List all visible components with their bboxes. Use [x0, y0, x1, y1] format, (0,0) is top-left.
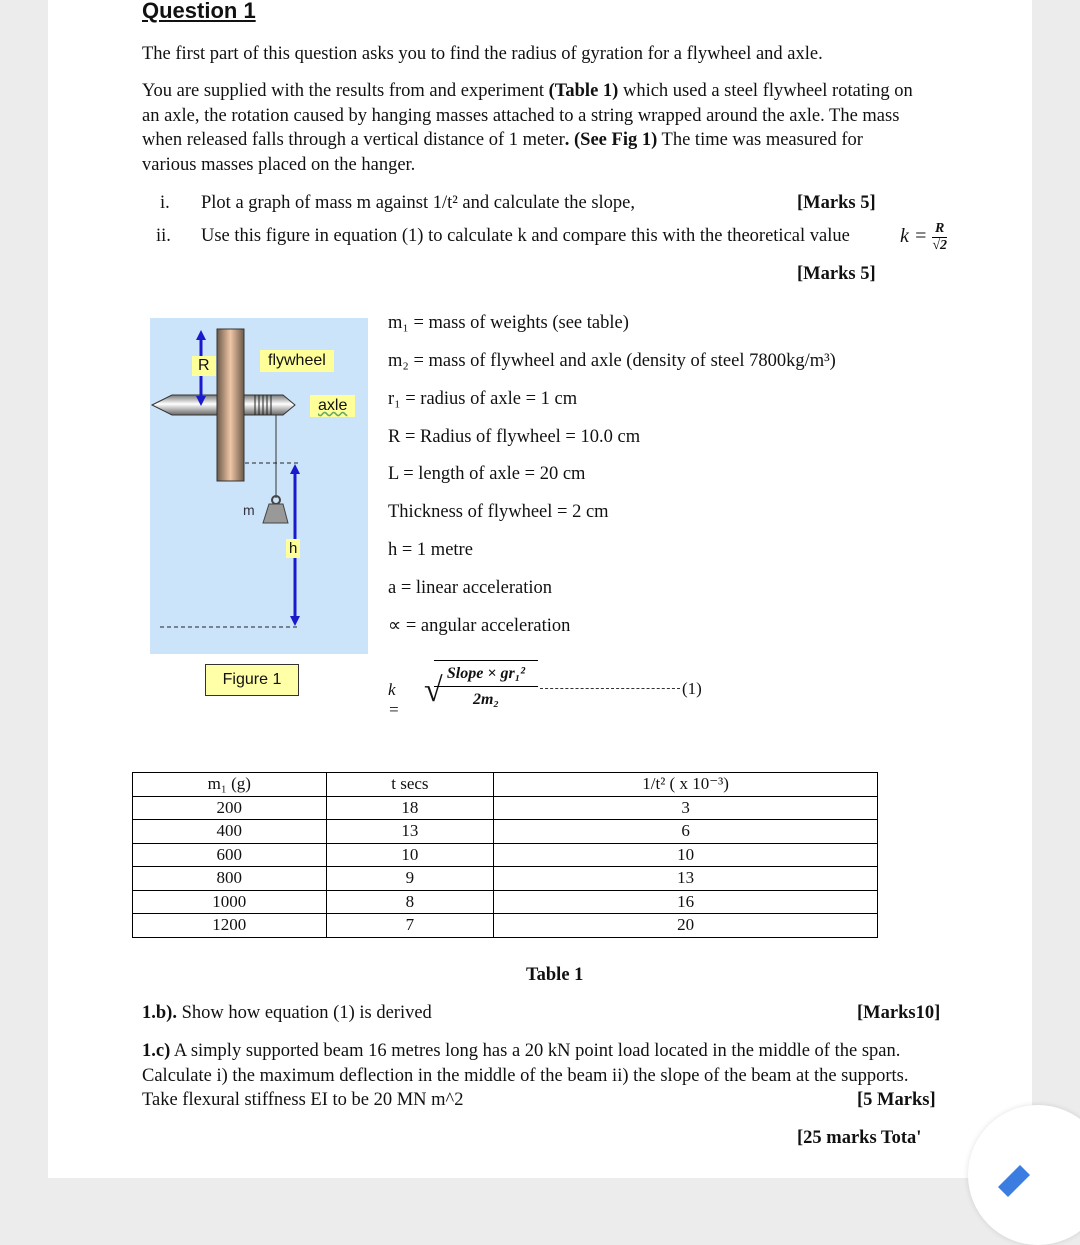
para-line: when released falls through a vertical distance of 1 meter. (See Fig 1) The time was measured for	[142, 130, 863, 150]
definition: R = Radius of flywheel = 10.0 cm	[388, 427, 641, 447]
task-marks: [Marks 5]	[797, 264, 876, 284]
para-line: an axle, the rotation caused by hanging masses attached to a string wrapped around the axle. The mass	[142, 106, 900, 126]
column-header: 1/t² ( x 10⁻³)	[494, 773, 878, 797]
definition: h = 1 metre	[388, 540, 473, 560]
table-header-row	[133, 773, 878, 797]
hanging-mass	[263, 504, 288, 523]
label-m: m	[243, 502, 255, 518]
task-text: Use this figure in equation (1) to calculate k and compare this with the theoretical value	[201, 226, 850, 246]
task-number: i.	[160, 193, 170, 213]
table-row: 400 13 6	[133, 820, 878, 844]
flywheel-disc	[217, 329, 244, 481]
question-title: Question 1	[142, 0, 256, 23]
column-header: t secs	[326, 773, 494, 797]
definition: m₂ = mass of flywheel and axle (density of steel 7800kg/m³)	[388, 351, 836, 371]
label-R: R	[192, 356, 216, 376]
intro-text: The first part of this question asks you to find the radius of gyration for a flywheel and axle.	[142, 44, 823, 64]
definition: L = length of axle = 20 cm	[388, 464, 586, 484]
definition: ∝ = angular acceleration	[388, 616, 571, 636]
theoretical-k-formula: k = $\frac{R}{√2}$	[900, 220, 948, 253]
definition: a = linear acceleration	[388, 578, 552, 598]
label-axle: axle	[310, 395, 355, 417]
total-marks: [25 marks Tota'	[797, 1128, 922, 1148]
q1c-marks: [5 Marks]	[857, 1090, 936, 1110]
definition: Thickness of flywheel = 2 cm	[388, 502, 609, 522]
table-row: 1000 8 16	[133, 890, 878, 914]
table-row: 200 18 3	[133, 796, 878, 820]
results-table	[132, 772, 878, 938]
para-line: You are supplied with the results from and experiment (Table 1) which used a steel flywheel rotating on	[142, 81, 913, 101]
definition: m₁ = mass of weights (see table)	[388, 313, 629, 333]
table-row: 600 10 10	[133, 843, 878, 867]
definition: r₁ = radius of axle = 1 cm	[388, 389, 578, 409]
figure-caption: Figure 1	[205, 664, 299, 696]
label-h: h	[286, 539, 300, 558]
flywheel-figure	[150, 318, 368, 654]
task-text: Plot a graph of mass m against 1/t² and calculate the slope,	[201, 193, 636, 213]
question-1c-line: Calculate i) the maximum deflection in the middle of the beam ii) the slope of the beam at the supports.	[142, 1066, 909, 1086]
task-number: ii.	[156, 226, 171, 246]
question-1c-line: Take flexural stiffness EI to be 20 MN m^2	[142, 1090, 464, 1110]
column-header: m₁ (g)	[133, 773, 327, 797]
pencil-icon	[990, 1157, 1050, 1197]
q1b-marks: [Marks10]	[857, 1003, 941, 1023]
table-row: 800 9 13	[133, 867, 878, 891]
label-flywheel: flywheel	[260, 350, 334, 372]
question-1c: 1.c) A simply supported beam 16 metres long has a 20 kN point load located in the middle of the span.	[142, 1041, 901, 1061]
flywheel-diagram	[150, 318, 368, 654]
task-marks: [Marks 5]	[797, 193, 876, 213]
table-row: 1200 7 20	[133, 914, 878, 938]
question-1b: 1.b). Show how equation (1) is derived	[142, 1003, 432, 1023]
para-line: various masses placed on the hanger.	[142, 155, 416, 175]
table-caption: Table 1	[526, 965, 584, 985]
